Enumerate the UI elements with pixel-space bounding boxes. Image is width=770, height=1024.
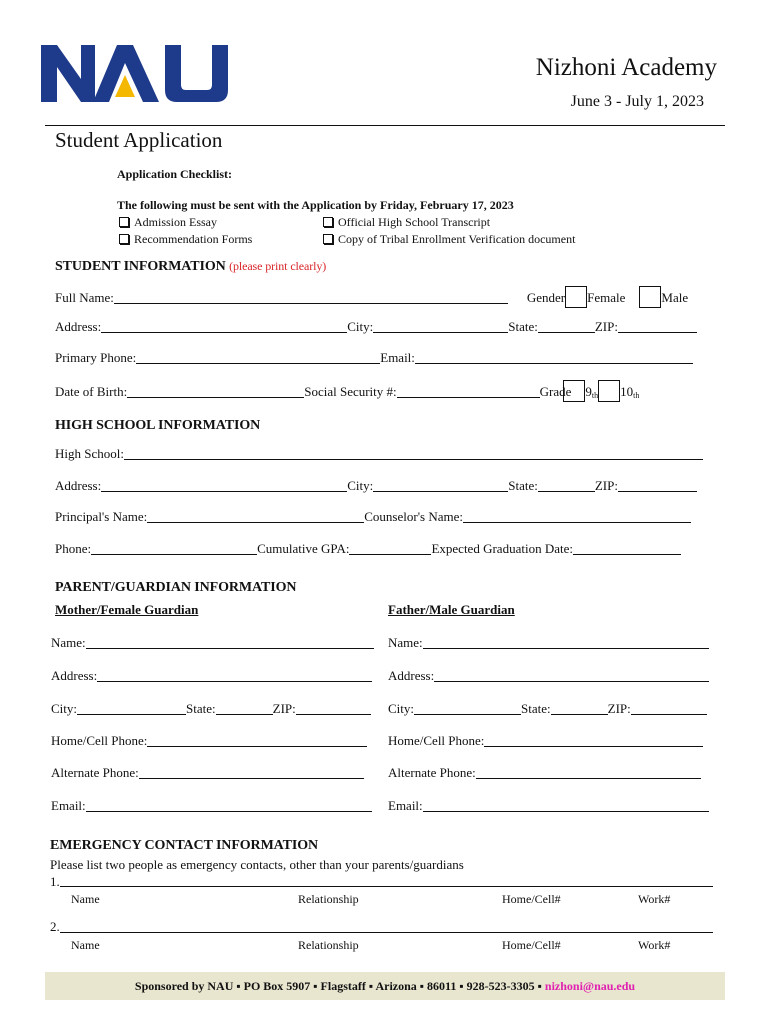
mother-phone-field[interactable]	[147, 734, 367, 747]
footer-text: Sponsored by NAU ▪ PO Box 5907 ▪ Flagstaff ▪ Arizona ▪ 86011 ▪ 928-523-3305 ▪ nizhoni@nau.edu	[134, 979, 636, 993]
hs-phone-field[interactable]	[91, 542, 257, 555]
checklist-deadline: The following must be sent with the Application by Friday, February 17, 2023	[117, 198, 514, 212]
program-dates: June 3 - July 1, 2023	[570, 93, 704, 110]
mother-heading: Mother/Female Guardian	[55, 602, 199, 617]
high-school-field[interactable]	[124, 447, 703, 460]
emergency-instructions: Please list two people as emergency contacts, other than your parents/guardians	[50, 857, 464, 872]
mother-state-field[interactable]	[216, 702, 273, 715]
father-address-field[interactable]	[434, 669, 709, 682]
grad-date-field[interactable]	[573, 542, 681, 555]
mother-alt-phone-field[interactable]	[139, 766, 364, 779]
mother-email-field[interactable]	[86, 799, 372, 812]
grade-9-checkbox[interactable]	[563, 380, 585, 402]
checklist-title: Application Checklist:	[117, 167, 233, 181]
emergency-contact-2-field[interactable]	[60, 932, 713, 933]
student-city-field[interactable]	[373, 320, 508, 333]
high-school-heading: HIGH SCHOOL INFORMATION	[55, 418, 261, 433]
father-city-field[interactable]	[414, 702, 521, 715]
footer-bar	[45, 972, 725, 1000]
hs-zip-field[interactable]	[618, 479, 697, 492]
checklist-item[interactable]: Official High School Transcript	[323, 215, 490, 230]
mother-name-row: Name:	[51, 635, 374, 651]
student-email-field[interactable]	[415, 351, 693, 364]
principal-field[interactable]	[147, 510, 364, 523]
student-info-heading: STUDENT INFORMATION (please print clearly)	[55, 259, 327, 274]
emergency-number-1: 1.	[50, 874, 60, 889]
ssn-field[interactable]	[397, 385, 540, 398]
checkbox-icon[interactable]	[323, 217, 333, 227]
parent-heading: PARENT/GUARDIAN INFORMATION	[55, 580, 297, 595]
primary-phone-field[interactable]	[136, 351, 380, 364]
father-heading: Father/Male Guardian	[388, 602, 515, 617]
father-zip-field[interactable]	[631, 702, 707, 715]
checkbox-icon[interactable]	[323, 234, 333, 244]
ec2-home-cell-label: Home/Cell#	[502, 938, 561, 952]
ec1-home-cell-label: Home/Cell#	[502, 892, 561, 906]
mother-address-field[interactable]	[97, 669, 372, 682]
student-zip-field[interactable]	[618, 320, 697, 333]
hs-state-field[interactable]	[538, 479, 595, 492]
mother-phone-row: Home/Cell Phone:	[51, 733, 367, 749]
mother-email-row: Email:	[51, 798, 372, 814]
mother-zip-field[interactable]	[296, 702, 371, 715]
hs-address-row: Address: City: State: ZIP:	[55, 478, 697, 494]
hs-phone-row: Phone: Cumulative GPA: Expected Graduation Date:	[55, 541, 681, 557]
mother-alt-phone-row: Alternate Phone:	[51, 765, 364, 781]
ec2-name-label: Name	[71, 938, 100, 952]
mother-name-field[interactable]	[86, 636, 374, 649]
checkbox-icon[interactable]	[119, 234, 129, 244]
student-address-row: Address: City: State: ZIP:	[55, 319, 697, 335]
checklist-item[interactable]: Admission Essay	[119, 215, 217, 230]
full-name-field[interactable]	[114, 291, 508, 304]
father-email-row: Email:	[388, 798, 709, 814]
emergency-number-2: 2.	[50, 919, 60, 934]
full-name-row: Full Name: Gender Female Male	[55, 286, 688, 306]
emergency-contact-1-field[interactable]	[60, 886, 713, 887]
father-alt-phone-row: Alternate Phone:	[388, 765, 701, 781]
mother-address-row: Address:	[51, 668, 372, 684]
counselor-field[interactable]	[463, 510, 691, 523]
principal-row: Principal's Name: Counselor's Name:	[55, 509, 691, 525]
primary-phone-row: Primary Phone: Email:	[55, 350, 693, 366]
ec2-relationship-label: Relationship	[298, 938, 359, 952]
father-phone-field[interactable]	[484, 734, 703, 747]
emergency-heading: EMERGENCY CONTACT INFORMATION	[50, 838, 319, 853]
father-phone-row: Home/Cell Phone:	[388, 733, 703, 749]
ec1-name-label: Name	[71, 892, 100, 906]
father-email-field[interactable]	[423, 799, 709, 812]
male-checkbox[interactable]	[639, 286, 661, 308]
checkbox-icon[interactable]	[119, 217, 129, 227]
dob-row: Date of Birth: Social Security #: Grade 9 $_{th}$ 10 $_{th}$	[55, 380, 639, 400]
dob-field[interactable]	[127, 385, 304, 398]
print-clearly-note: (please print clearly)	[229, 259, 327, 273]
father-alt-phone-field[interactable]	[476, 766, 701, 779]
ec1-work-label: Work#	[638, 892, 671, 906]
mother-city-row: City: State: ZIP:	[51, 701, 371, 717]
student-state-field[interactable]	[538, 320, 595, 333]
checklist-item[interactable]: Recommendation Forms	[119, 232, 252, 247]
father-state-field[interactable]	[551, 702, 608, 715]
mother-city-field[interactable]	[77, 702, 186, 715]
grade-10-checkbox[interactable]	[598, 380, 620, 402]
gpa-field[interactable]	[349, 542, 431, 555]
female-checkbox[interactable]	[565, 286, 587, 308]
checklist-item[interactable]: Copy of Tribal Enrollment Verification document	[323, 232, 575, 247]
ec1-relationship-label: Relationship	[298, 892, 359, 906]
student-address-field[interactable]	[101, 320, 347, 333]
father-city-row: City: State: ZIP:	[388, 701, 707, 717]
hs-city-field[interactable]	[373, 479, 508, 492]
header-divider	[45, 125, 725, 126]
page-title: Student Application	[55, 128, 223, 152]
school-name: Nizhoni Academy	[535, 54, 717, 81]
father-name-field[interactable]	[423, 636, 709, 649]
ec2-work-label: Work#	[638, 938, 671, 952]
footer-email-link[interactable]: nizhoni@nau.edu	[544, 979, 636, 993]
father-address-row: Address:	[388, 668, 709, 684]
father-name-row: Name:	[388, 635, 709, 651]
high-school-row: High School:	[55, 446, 703, 462]
hs-address-field[interactable]	[101, 479, 347, 492]
